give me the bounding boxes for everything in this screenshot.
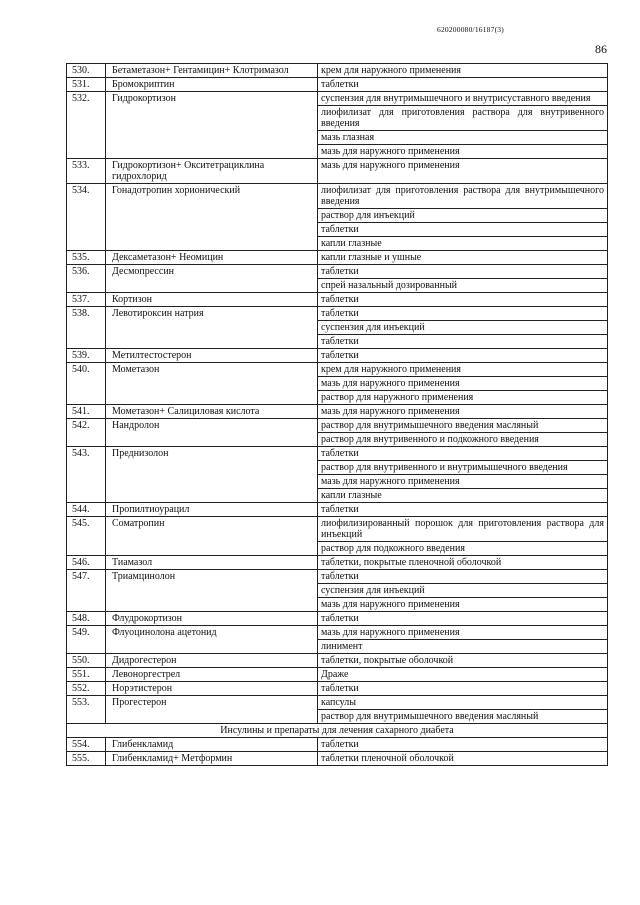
dosage-form: таблетки [318,265,608,279]
table-row [67,184,608,209]
item-number-cont [67,391,106,405]
dosage-form: таблетки [318,612,608,626]
item-number-cont [67,433,106,447]
table-row [67,265,608,279]
dosage-form: мазь для наружного применения [318,377,608,391]
table-row [67,640,608,654]
dosage-form: таблетки [318,307,608,321]
dosage-form: раствор для инъекций [318,209,608,223]
dosage-form: спрей назальный дозированный [318,279,608,293]
drug-name-cont [106,710,318,724]
drug-name: Дексаметазон+ Неомицин [106,251,318,265]
item-number: 532. [67,92,106,106]
drug-name-cont [106,433,318,447]
drug-table [66,63,608,766]
dosage-form: суспензия для внутримышечного и внутрисуставного введения [318,92,608,106]
drug-name: Нандролон [106,419,318,433]
item-number: 547. [67,570,106,584]
dosage-form: раствор для внутримышечного введения масляный [318,419,608,433]
drug-name-cont [106,489,318,503]
item-number-cont [67,475,106,489]
drug-name-cont [106,237,318,251]
item-number-cont [67,489,106,503]
drug-name-cont [106,279,318,293]
table-row [67,612,608,626]
item-number-cont [67,710,106,724]
table-row [67,209,608,223]
drug-name: Гонадотропин хорионический [106,184,318,209]
table-row [67,335,608,349]
dosage-form: капли глазные и ушные [318,251,608,265]
dosage-form: таблетки [318,223,608,237]
dosage-form: мазь для наружного применения [318,159,608,184]
table-row [67,752,608,766]
table-row [67,391,608,405]
table-row [67,517,608,542]
item-number-cont [67,542,106,556]
drug-name: Флуоцинолона ацетонид [106,626,318,640]
drug-name-cont [106,377,318,391]
item-number: 538. [67,307,106,321]
item-number: 539. [67,349,106,363]
table-row [67,307,608,321]
table-row [67,503,608,517]
drug-name: Мометазон+ Салициловая кислота [106,405,318,419]
dosage-form: мазь для наружного применения [318,475,608,489]
dosage-form: крем для наружного применения [318,64,608,78]
dosage-form: линимент [318,640,608,654]
dosage-form: таблетки [318,349,608,363]
item-number-cont [67,640,106,654]
item-number: 531. [67,78,106,92]
dosage-form: лиофилизат для приготовления раствора для внутримышечного введения [318,184,608,209]
table-row [67,405,608,419]
item-number: 542. [67,419,106,433]
drug-name-cont [106,461,318,475]
page-number: 86 [595,42,607,56]
drug-name-cont [106,598,318,612]
item-number: 540. [67,363,106,377]
dosage-form: мазь для наружного применения [318,145,608,159]
drug-name: Десмопрессин [106,265,318,279]
dosage-form: раствор для подкожного введения [318,542,608,556]
dosage-form: мазь для наружного применения [318,598,608,612]
table-row [67,131,608,145]
table-row [67,377,608,391]
item-number: 537. [67,293,106,307]
item-number: 551. [67,668,106,682]
table-row [67,279,608,293]
item-number: 546. [67,556,106,570]
drug-name: Бетаметазон+ Гентамицин+ Клотримазол [106,64,318,78]
item-number-cont [67,321,106,335]
dosage-form: раствор для внутривенного и подкожного введения [318,433,608,447]
table-row [67,626,608,640]
item-number-cont [67,209,106,223]
item-number: 553. [67,696,106,710]
table-row [67,92,608,106]
item-number: 534. [67,184,106,209]
drug-name: Норэтистерон [106,682,318,696]
dosage-form: мазь для наружного применения [318,626,608,640]
table-row [67,584,608,598]
item-number: 530. [67,64,106,78]
drug-name: Левоноргестрел [106,668,318,682]
table-row [67,447,608,461]
item-number-cont [67,145,106,159]
table-row [67,542,608,556]
dosage-form: суспензия для инъекций [318,584,608,598]
drug-name: Тиамазол [106,556,318,570]
dosage-form: суспензия для инъекций [318,321,608,335]
item-number: 548. [67,612,106,626]
item-number-cont [67,223,106,237]
dosage-form: таблетки [318,335,608,349]
dosage-form: раствор для наружного применения [318,391,608,405]
section-title: Инсулины и препараты для лечения сахарного диабета [67,724,608,738]
item-number-cont [67,584,106,598]
dosage-form: таблетки [318,570,608,584]
table-row [67,349,608,363]
drug-name: Прогестерон [106,696,318,710]
item-number-cont [67,461,106,475]
drug-name: Мометазон [106,363,318,377]
dosage-form: лиофилизат для приготовления раствора для внутривенного введения [318,106,608,131]
dosage-form: таблетки [318,293,608,307]
drug-name: Триамцинолон [106,570,318,584]
table-row [67,433,608,447]
dosage-form: таблетки [318,447,608,461]
dosage-form: капсулы [318,696,608,710]
item-number: 544. [67,503,106,517]
drug-name-cont [106,145,318,159]
drug-name-cont [106,209,318,223]
drug-name-cont [106,640,318,654]
drug-name-cont [106,335,318,349]
item-number: 549. [67,626,106,640]
item-number: 543. [67,447,106,461]
dosage-form: таблетки пленочной оболочкой [318,752,608,766]
document-id: 620200080/16187(3) [437,25,504,34]
table-row [67,159,608,184]
drug-name-cont [106,106,318,131]
drug-name-cont [106,131,318,145]
table-row [67,223,608,237]
drug-name: Глибенкламид [106,738,318,752]
table-row [67,251,608,265]
item-number: 545. [67,517,106,542]
drug-name: Дидрогестерон [106,654,318,668]
table-row [67,668,608,682]
dosage-form: Драже [318,668,608,682]
dosage-form: мазь глазная [318,131,608,145]
item-number: 535. [67,251,106,265]
table-row [67,461,608,475]
drug-name-cont [106,542,318,556]
table-row [67,363,608,377]
table-row [67,598,608,612]
item-number: 552. [67,682,106,696]
dosage-form: таблетки [318,503,608,517]
drug-name: Пропилтиоурацил [106,503,318,517]
table-row [67,696,608,710]
dosage-form: раствор для внутримышечного введения масляный [318,710,608,724]
drug-name: Преднизолон [106,447,318,461]
drug-name: Левотироксин натрия [106,307,318,321]
drug-name: Гидрокортизон [106,92,318,106]
item-number-cont [67,106,106,131]
drug-name: Гидрокортизон+ Окситетрациклина гидрохлорид [106,159,318,184]
drug-name-cont [106,391,318,405]
drug-name: Метилтестостерон [106,349,318,363]
dosage-form: крем для наружного применения [318,363,608,377]
drug-name: Кортизон [106,293,318,307]
table-row [67,64,608,78]
table-row [67,570,608,584]
item-number: 536. [67,265,106,279]
dosage-form: раствор для внутривенного и внутримышечного введения [318,461,608,475]
table-row [67,682,608,696]
item-number-cont [67,598,106,612]
item-number: 554. [67,738,106,752]
item-number: 541. [67,405,106,419]
table-row [67,145,608,159]
item-number-cont [67,335,106,349]
item-number: 555. [67,752,106,766]
drug-name: Бромокриптин [106,78,318,92]
section-row [67,724,608,738]
dosage-form: таблетки, покрытые оболочкой [318,654,608,668]
table-row [67,710,608,724]
item-number-cont [67,377,106,391]
table-row [67,106,608,131]
item-number-cont [67,279,106,293]
table-row [67,654,608,668]
table-row [67,419,608,433]
drug-table-body [67,64,608,724]
drug-table-body-continued [67,738,608,766]
table-row [67,293,608,307]
drug-name-cont [106,584,318,598]
dosage-form: таблетки [318,682,608,696]
item-number: 533. [67,159,106,184]
drug-name-cont [106,321,318,335]
item-number-cont [67,131,106,145]
table-row [67,475,608,489]
drug-name: Глибенкламид+ Метформин [106,752,318,766]
table-row [67,489,608,503]
dosage-form: капли глазные [318,237,608,251]
table-row [67,78,608,92]
drug-name: Флудрокортизон [106,612,318,626]
drug-name-cont [106,223,318,237]
dosage-form: капли глазные [318,489,608,503]
table-row [67,556,608,570]
dosage-form: таблетки [318,78,608,92]
drug-name: Соматропин [106,517,318,542]
item-number-cont [67,237,106,251]
table-row [67,237,608,251]
dosage-form: таблетки [318,738,608,752]
drug-name-cont [106,475,318,489]
dosage-form: таблетки, покрытые пленочной оболочкой [318,556,608,570]
dosage-form: лиофилизированный порошок для приготовления раствора для инъекций [318,517,608,542]
item-number: 550. [67,654,106,668]
dosage-form: мазь для наружного применения [318,405,608,419]
table-row [67,321,608,335]
table-row [67,738,608,752]
